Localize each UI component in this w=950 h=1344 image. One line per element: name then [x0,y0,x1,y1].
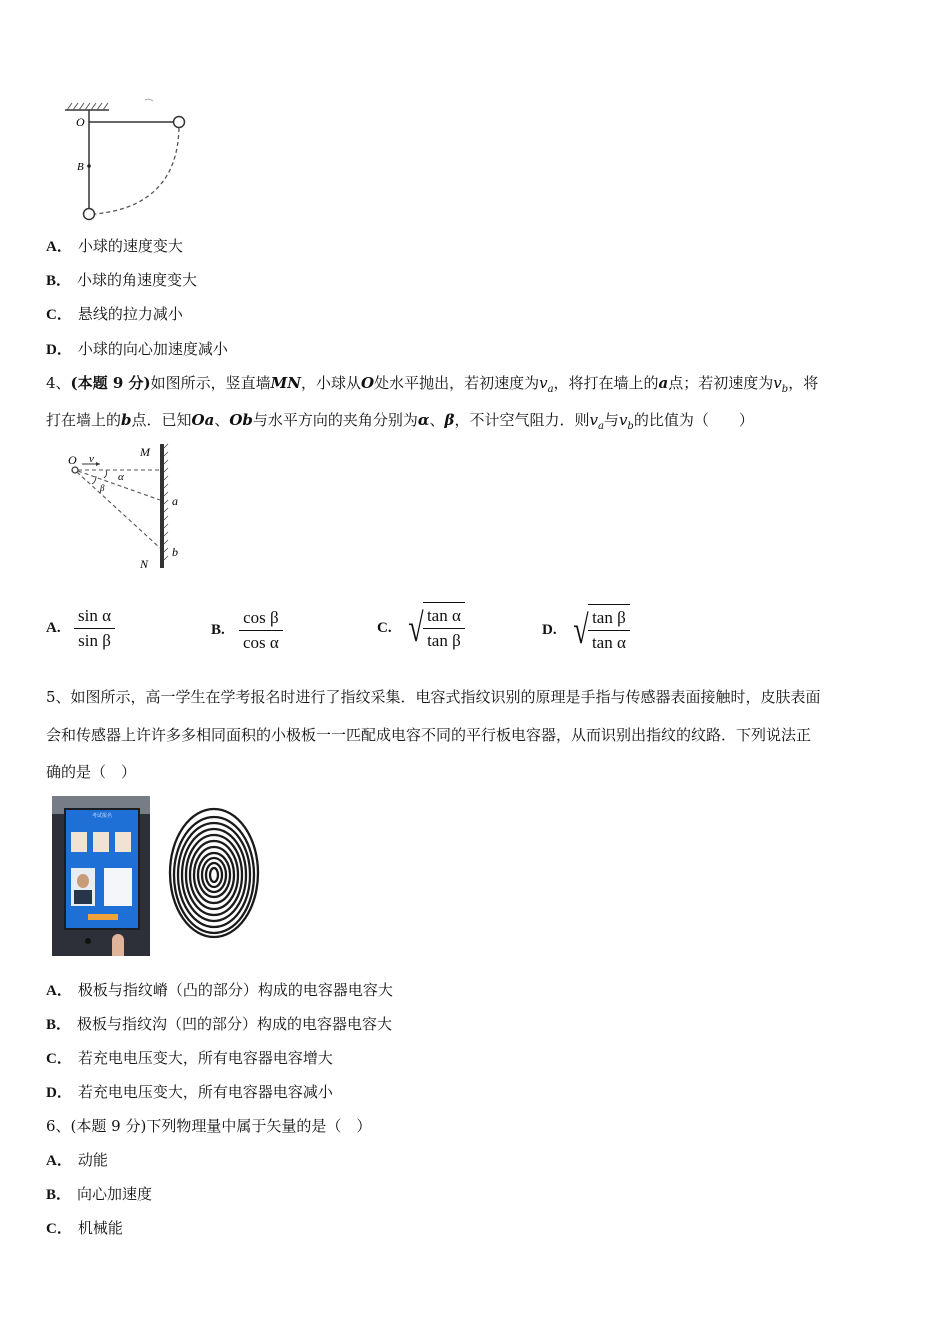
projectile-wall-figure [62,440,192,575]
kiosk-finger [112,934,124,956]
registration-kiosk-photo [52,796,150,956]
q5-stem-line1: 5、如图所示，高一学生在学考报名时进行了指纹采集．电容式指纹识别的原理是手指与传感器表面接触时，皮肤表面 [46,688,821,706]
q6-option-a[interactable]: A． 动能 [46,1151,108,1169]
label-M: M [140,445,150,459]
label-beta: β [100,483,105,493]
q5-option-c[interactable]: C． 若充电电压变大，所有电容器电容增大 [46,1049,333,1067]
q5-option-b[interactable]: B． 极板与指纹沟（凹的部分）构成的电容器电容大 [46,1015,393,1033]
q6-stem: 6、(本题 9 分)下列物理量中属于矢量的是（ ） [46,1117,372,1135]
fingerprint-image [168,805,260,941]
q5-stem-line3: 确的是（ ） [46,763,137,781]
sqrt-icon: √ [408,605,424,650]
q5-option-d[interactable]: D． 若充电电压变大，所有电容器电容减小 [46,1083,333,1101]
q4-option-b[interactable]: B. $\frac{\text{cos β}}{\text{cos α}}$ [211,608,283,653]
label-b: b [172,545,178,559]
kiosk-screen: 考试报名 [64,808,140,930]
q3-option-c[interactable]: C． 悬线的拉力减小 [46,305,183,323]
label-a: a [172,494,178,508]
q3-option-b[interactable]: B． 小球的角速度变大 [46,271,198,289]
q3-option-a[interactable]: A． 小球的速度变大 [46,237,183,255]
q6-option-b[interactable]: B． 向心加速度 [46,1185,153,1203]
q5-stem-line2: 会和传感器上许许多多相同面积的小极板一一匹配成电容不同的平行板电容器，从而识别出指纹的纹路．下列说法正 [46,726,812,744]
label-B: B [77,161,84,173]
q6-option-c[interactable]: C． 机械能 [46,1219,123,1237]
q4-stem-line1: 4、(本题 9 分)如图所示，竖直墙MN，小球从O处水平抛出，若初速度为$v_a$，将打在墙上的a点；若初速度为$v_b$，将 [46,374,819,395]
q4-option-a[interactable]: A. $\frac{\text{sin α}}{\text{sin β}}$ [46,606,115,651]
label-alpha: α [118,471,124,483]
label-N: N [140,557,149,571]
label-v: v [89,453,94,465]
q3-option-d[interactable]: D． 小球的向心加速度减小 [46,340,228,358]
q4-option-c[interactable]: C. √ $\frac{\text{tan α}}{\text{tan β}}$ [377,602,465,654]
label-O: O [76,115,85,129]
q4-stem-line2: 打在墙上的b点．已知Oa、Ob与水平方向的夹角分别为α、β，不计空气阻力．则$v_a$与$v_b$的比值为（ ） [46,411,754,432]
q5-option-a[interactable]: A． 极板与指纹嵴（凸的部分）构成的电容器电容大 [46,981,393,999]
label-O: O [68,453,77,467]
sqrt-icon: √ [573,607,589,652]
pendulum-figure [55,98,205,224]
q4-option-d[interactable]: D. √ $\frac{\text{tan β}}{\text{tan α}}$ [542,604,630,656]
